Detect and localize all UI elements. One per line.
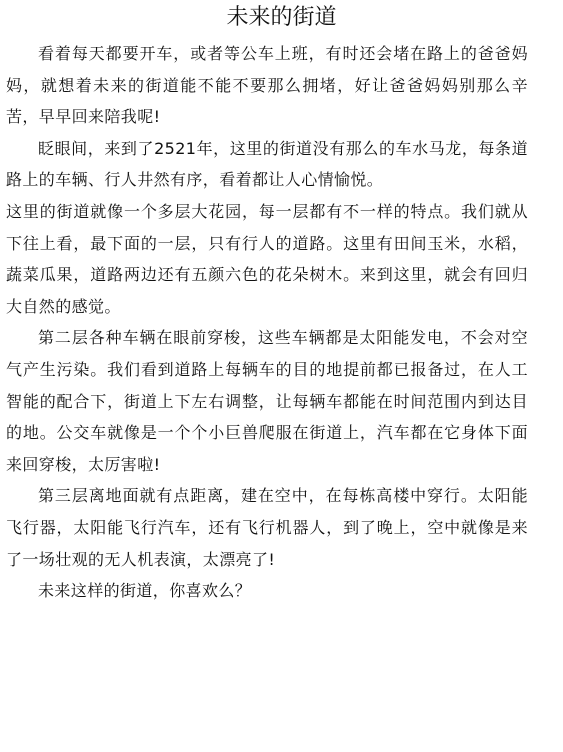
paragraph-3: 这里的街道就像一个多层大花园，每一层都有不一样的特点。我们就从下往上看，最下面的一层，只有行人的道路。这里有田间玉米，水稻，蔬菜瓜果，道路两边还有五颜六色的花朵树木。来到这里，就会有回归大自然的感觉。 <box>6 201 528 316</box>
paragraph-4: 第二层各种车辆在眼前穿梭，这些车辆都是太阳能发电，不会对空气产生污染。我们看到道路上每辆车的目的地提前都已报备过，在人工智能的配合下，街道上下左右调整，让每辆车都能在时间范围内到达目的地。公交车就像是一个个小巨兽爬服在街道上，汽车都在它身体下面来回穿梭，太厉害啦! <box>6 328 528 474</box>
document-title: 未来的街道 <box>226 5 337 30</box>
paragraph-5: 第三层离地面就有点距离，建在空中，在每栋高楼中穿行。太阳能飞行器，太阳能飞行汽车，还有飞行机器人，到了晚上，空中就像是来了一场壮观的无人机表演，太漂亮了! <box>6 486 528 569</box>
paragraph-2: 眨眼间，来到了2521年，这里的街道没有那么的车水马龙，每条道路上的车辆、行人井然有序，看着都让人心情愉悦。 <box>6 138 528 190</box>
document-body <box>6 38 528 607</box>
paragraph-1: 看着每天都要开车，或者等公车上班，有时还会堵在路上的爸爸妈妈，就想着未来的街道能不能不要那么拥堵，好让爸爸妈妈别那么辛苦，早早回来陪我呢! <box>6 44 528 127</box>
paragraph-6: 未来这样的街道，你喜欢么？ <box>38 581 252 601</box>
